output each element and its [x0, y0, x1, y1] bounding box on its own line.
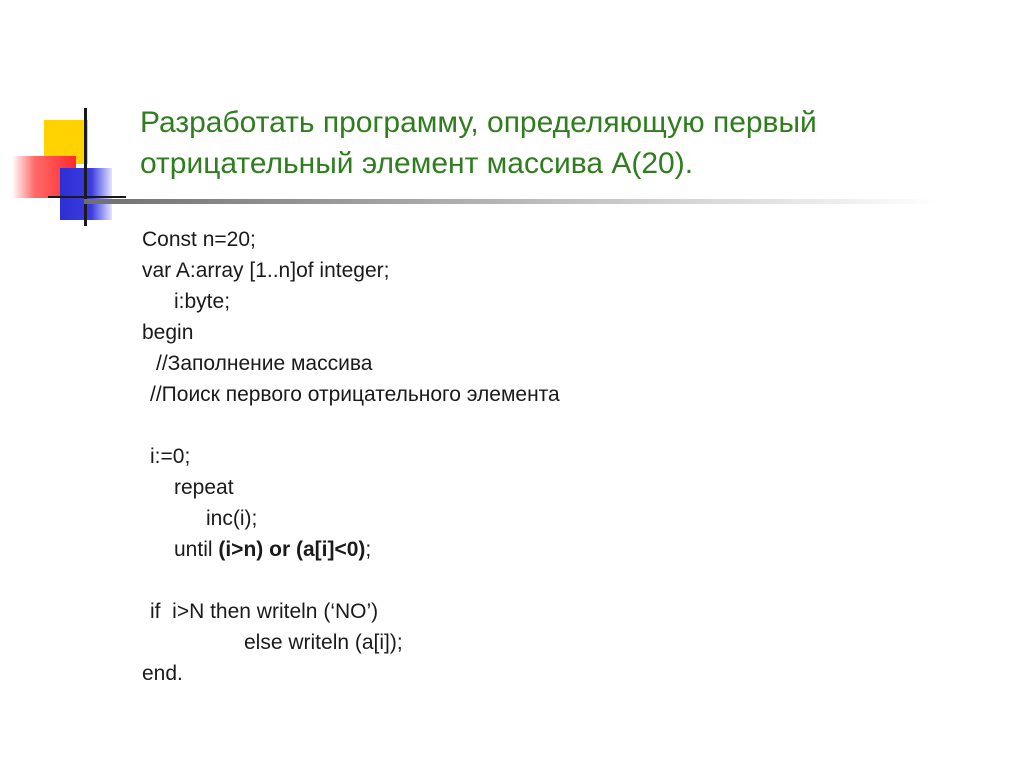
code-line-5: //Заполнение массива [156, 352, 373, 375]
vertical-line [84, 108, 87, 226]
title-line-2: отрицательный элемент массива А(20). [140, 147, 694, 180]
horizontal-line [48, 196, 126, 198]
slide-title [140, 102, 940, 184]
code-line-6: //Поиск первого отрицательного элемента [150, 383, 560, 406]
code-line-13: end. [142, 662, 183, 685]
title-rule [84, 199, 940, 204]
until-condition-1: (i>n) [218, 538, 264, 561]
code-line-2: var A:array [1..n]of integer; [142, 259, 390, 282]
code-line-3: i:byte; [174, 290, 231, 313]
code-line-8: repeat [174, 476, 234, 499]
decorative-ornament [0, 0, 140, 240]
until-condition-2: (a[i]<0) [295, 538, 366, 561]
until-keyword: until [174, 538, 219, 561]
title-line-1: Разработать программу, определяющую первый [140, 106, 817, 139]
code-line-7: i:=0; [150, 445, 191, 468]
code-line-9: inc(i); [206, 507, 258, 530]
code-line-10 [174, 534, 371, 565]
code-line-1: Const n=20; [142, 228, 256, 251]
until-semicolon: ; [365, 538, 372, 561]
code-line-11: if i>N then writeln (‘NO’) [150, 600, 379, 623]
code-line-12: else writeln (a[i]); [244, 631, 403, 654]
code-line-4: begin [142, 321, 194, 344]
until-or: or [263, 538, 296, 561]
